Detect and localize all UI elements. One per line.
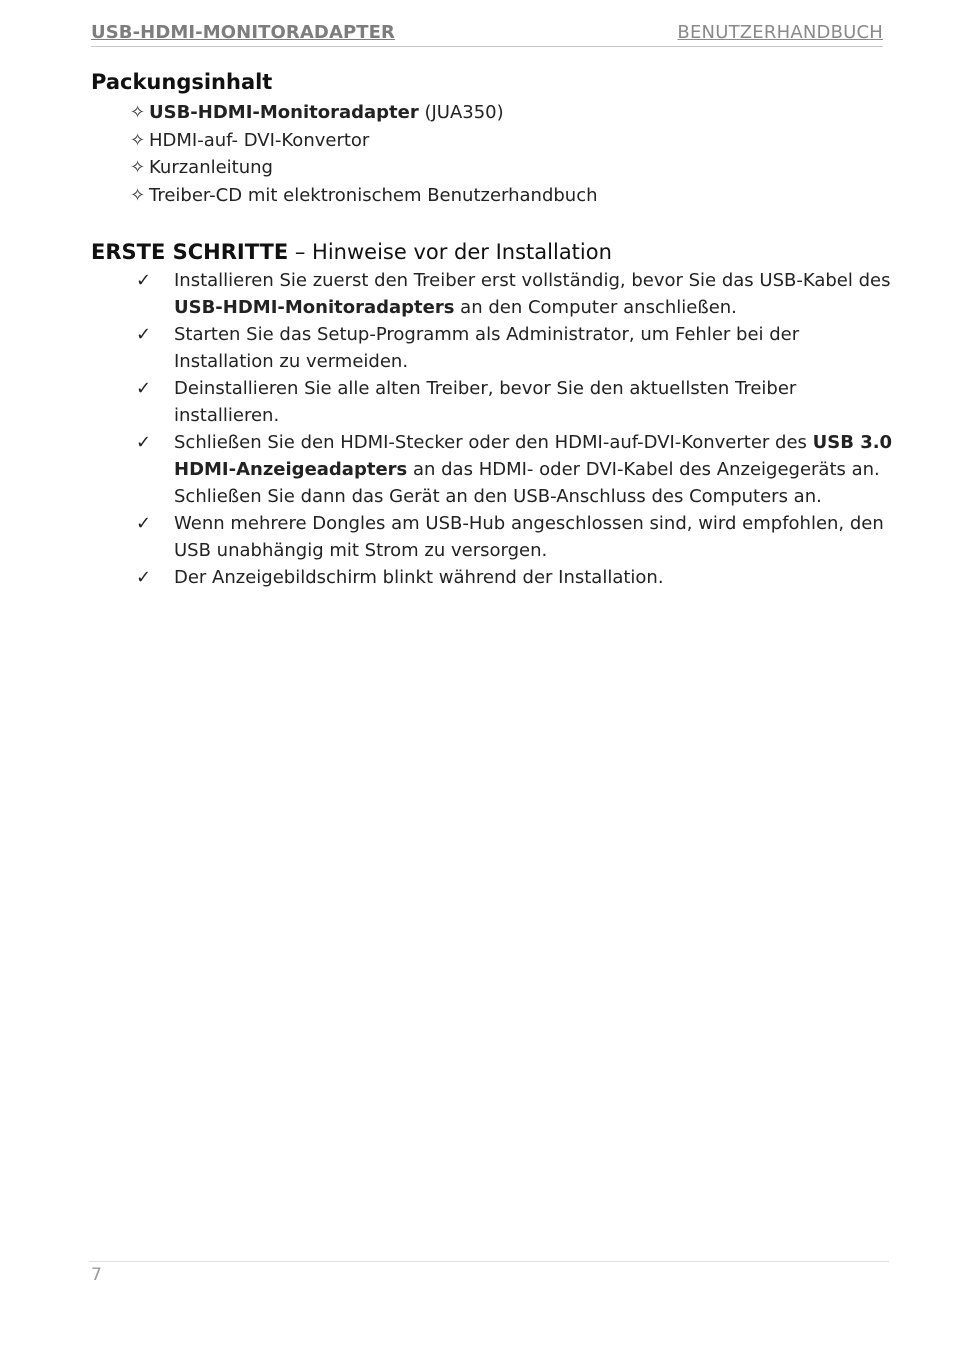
note-product-name: USB-HDMI-Monitoradapters bbox=[174, 297, 455, 318]
list-item bbox=[136, 375, 896, 429]
item-text: Kurzanleitung bbox=[149, 157, 273, 178]
note-text: an den Computer anschließen. bbox=[454, 297, 737, 318]
header-product-title: USB-HDMI-MONITORADAPTER bbox=[91, 22, 396, 43]
getting-started-heading bbox=[91, 240, 612, 264]
list-item bbox=[136, 510, 896, 564]
getting-started-title: ERSTE SCHRITTE bbox=[91, 240, 289, 264]
header-document-type: BENUTZERHANDBUCH bbox=[677, 22, 883, 43]
package-contents-heading bbox=[91, 70, 272, 94]
list-item bbox=[130, 99, 598, 127]
checkmark-icon: ✓ bbox=[136, 270, 152, 291]
package-contents-list bbox=[130, 99, 598, 209]
package-contents-title: Packungsinhalt bbox=[91, 70, 273, 94]
list-item bbox=[136, 267, 896, 321]
item-text: HDMI-auf- DVI-Konvertor bbox=[149, 129, 370, 151]
note-text: Schließen Sie den HDMI-Stecker oder den HDMI-auf-DVI-Konverter des bbox=[174, 432, 813, 453]
note-text: Starten Sie das Setup-Programm als Administrator, um Fehler bei der Installation zu vermeiden. bbox=[174, 324, 800, 372]
item-text: Treiber-CD mit elektronischem Benutzerhandbuch bbox=[149, 184, 598, 206]
page-number: 7 bbox=[91, 1265, 102, 1285]
list-item bbox=[136, 564, 896, 591]
page-footer bbox=[89, 1261, 889, 1285]
page-header bbox=[91, 20, 883, 47]
list-item bbox=[130, 182, 598, 210]
checkmark-icon: ✓ bbox=[136, 567, 152, 588]
checkmark-icon: ✓ bbox=[136, 513, 152, 534]
checkmark-icon: ✓ bbox=[136, 378, 152, 399]
note-text: Wenn mehrere Dongles am USB-Hub angeschlossen sind, wird empfohlen, den USB unabhängig mit Strom zu versorgen. bbox=[174, 513, 884, 561]
note-text: an das HDMI- oder DVI-Kabel des Anzeigegeräts an. Schließen Sie dann das Gerät an den USB-Anschluss des Computers an. bbox=[174, 459, 880, 507]
note-text: Deinstallieren Sie alle alten Treiber, bevor Sie den aktuellsten Treiber installieren. bbox=[174, 378, 797, 426]
item-text: (JUA350) bbox=[418, 102, 504, 123]
note-text: Der Anzeigebildschirm blinkt während der Installation. bbox=[174, 567, 664, 588]
star-bullet-icon: ✧ bbox=[130, 129, 146, 151]
installation-notes-list bbox=[136, 267, 896, 591]
star-bullet-icon: ✧ bbox=[130, 102, 146, 123]
star-bullet-icon: ✧ bbox=[130, 184, 146, 206]
list-item bbox=[136, 321, 896, 375]
note-text: Installieren Sie zuerst den Treiber erst vollständig, bevor Sie das USB-Kabel des bbox=[174, 270, 891, 291]
checkmark-icon: ✓ bbox=[136, 432, 152, 453]
list-item bbox=[130, 127, 598, 155]
checkmark-icon: ✓ bbox=[136, 324, 152, 345]
star-bullet-icon: ✧ bbox=[130, 157, 146, 178]
getting-started-subtitle: – Hinweise vor der Installation bbox=[288, 240, 612, 264]
item-name: USB-HDMI-Monitoradapter bbox=[149, 102, 419, 123]
note-product-name: USB 3.0 HDMI-Anzeigeadapters bbox=[174, 432, 893, 480]
list-item bbox=[136, 429, 896, 510]
list-item bbox=[130, 154, 598, 182]
